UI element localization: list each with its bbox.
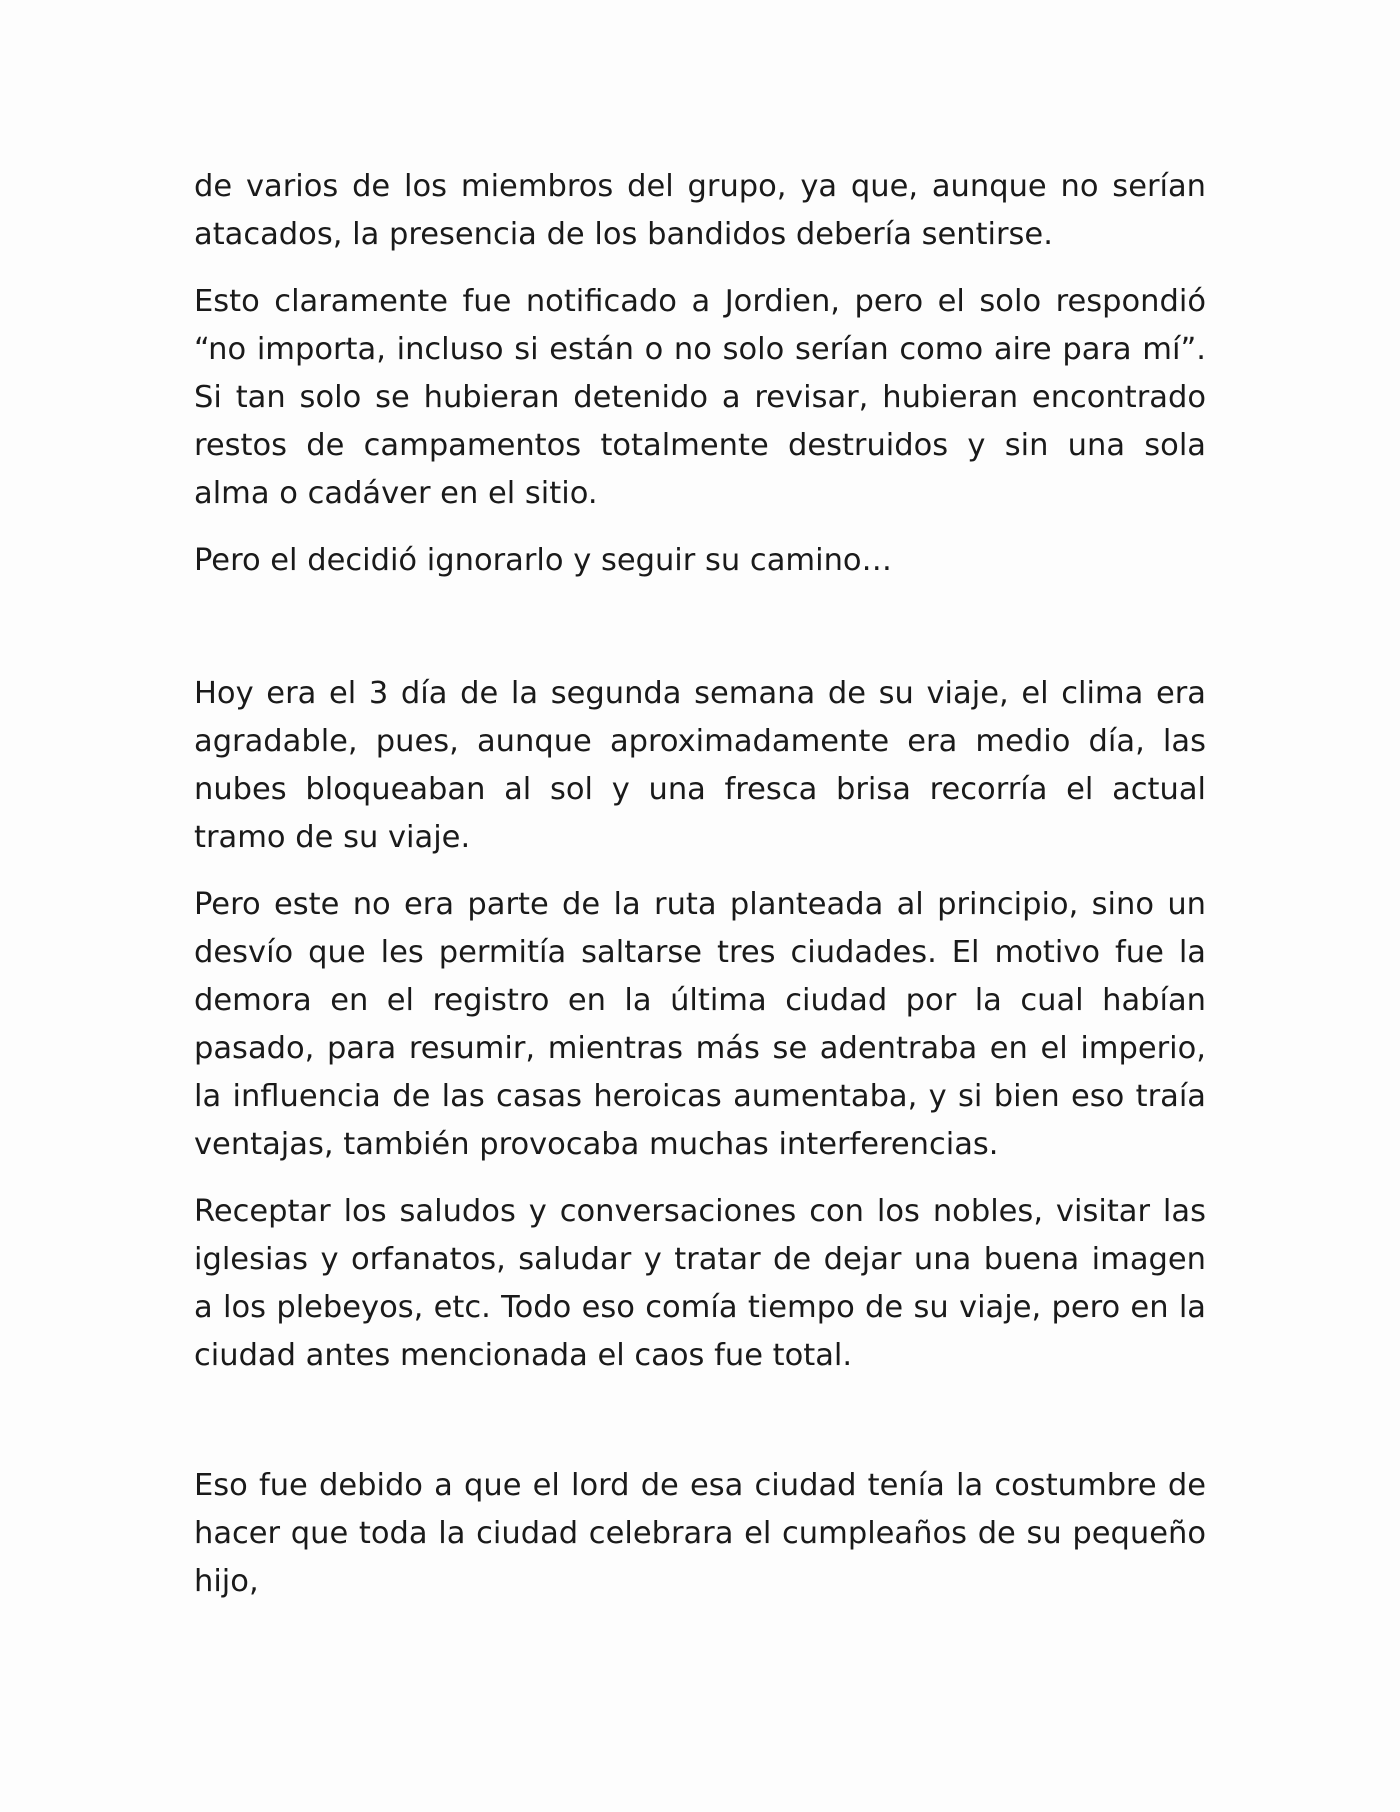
paragraph: de varios de los miembros del grupo, ya que, aunque no serían atacados, la presencia de los bandidos debería sentirse. xyxy=(194,169,1206,252)
paragraph: Hoy era el 3 día de la segunda semana de su viaje, el clima era agradable, pues, aunque aproximadamente era medio día, las nubes bloqueaban al sol y una fresca brisa recorría el actual tramo de su viaje. xyxy=(194,676,1206,855)
paragraph: Receptar los saludos y conversaciones con los nobles, visitar las iglesias y orfanatos, saludar y tratar de dejar una buena imagen a los plebeyos, etc. Todo eso comía tiempo de su viaje, pero en la ciudad antes mencionada el caos fue total. xyxy=(194,1194,1206,1373)
paragraph: Pero este no era parte de la ruta planteada al principio, sino un desvío que les permitía saltarse tres ciudades. El motivo fue la demora en el registro en la última ciudad por la cual habían pasado, para resumir, mientras más se adentraba en el imperio, la influencia de las casas heroicas aumentaba, y si bien eso traía ventajas, también provocaba muchas interferencias. xyxy=(194,887,1206,1162)
paragraph: Eso fue debido a que el lord de esa ciudad tenía la costumbre de hacer que toda la ciudad celebrara el cumpleaños de su pequeño hijo, xyxy=(194,1468,1206,1599)
paragraph: Esto claramente fue notificado a Jordien, pero el solo respondió “no importa, incluso si están o no solo serían como aire para mí”. Si tan solo se hubieran detenido a revisar, hubieran encontrado restos de campamentos totalmente destruidos y sin una sola alma o cadáver en el sitio. xyxy=(194,284,1206,511)
paragraph: Pero el decidió ignorarlo y seguir su camino… xyxy=(194,543,893,578)
text-section-3 xyxy=(194,1462,1206,1625)
text-section-2 xyxy=(194,670,1206,1399)
text-section-1 xyxy=(194,163,1206,604)
